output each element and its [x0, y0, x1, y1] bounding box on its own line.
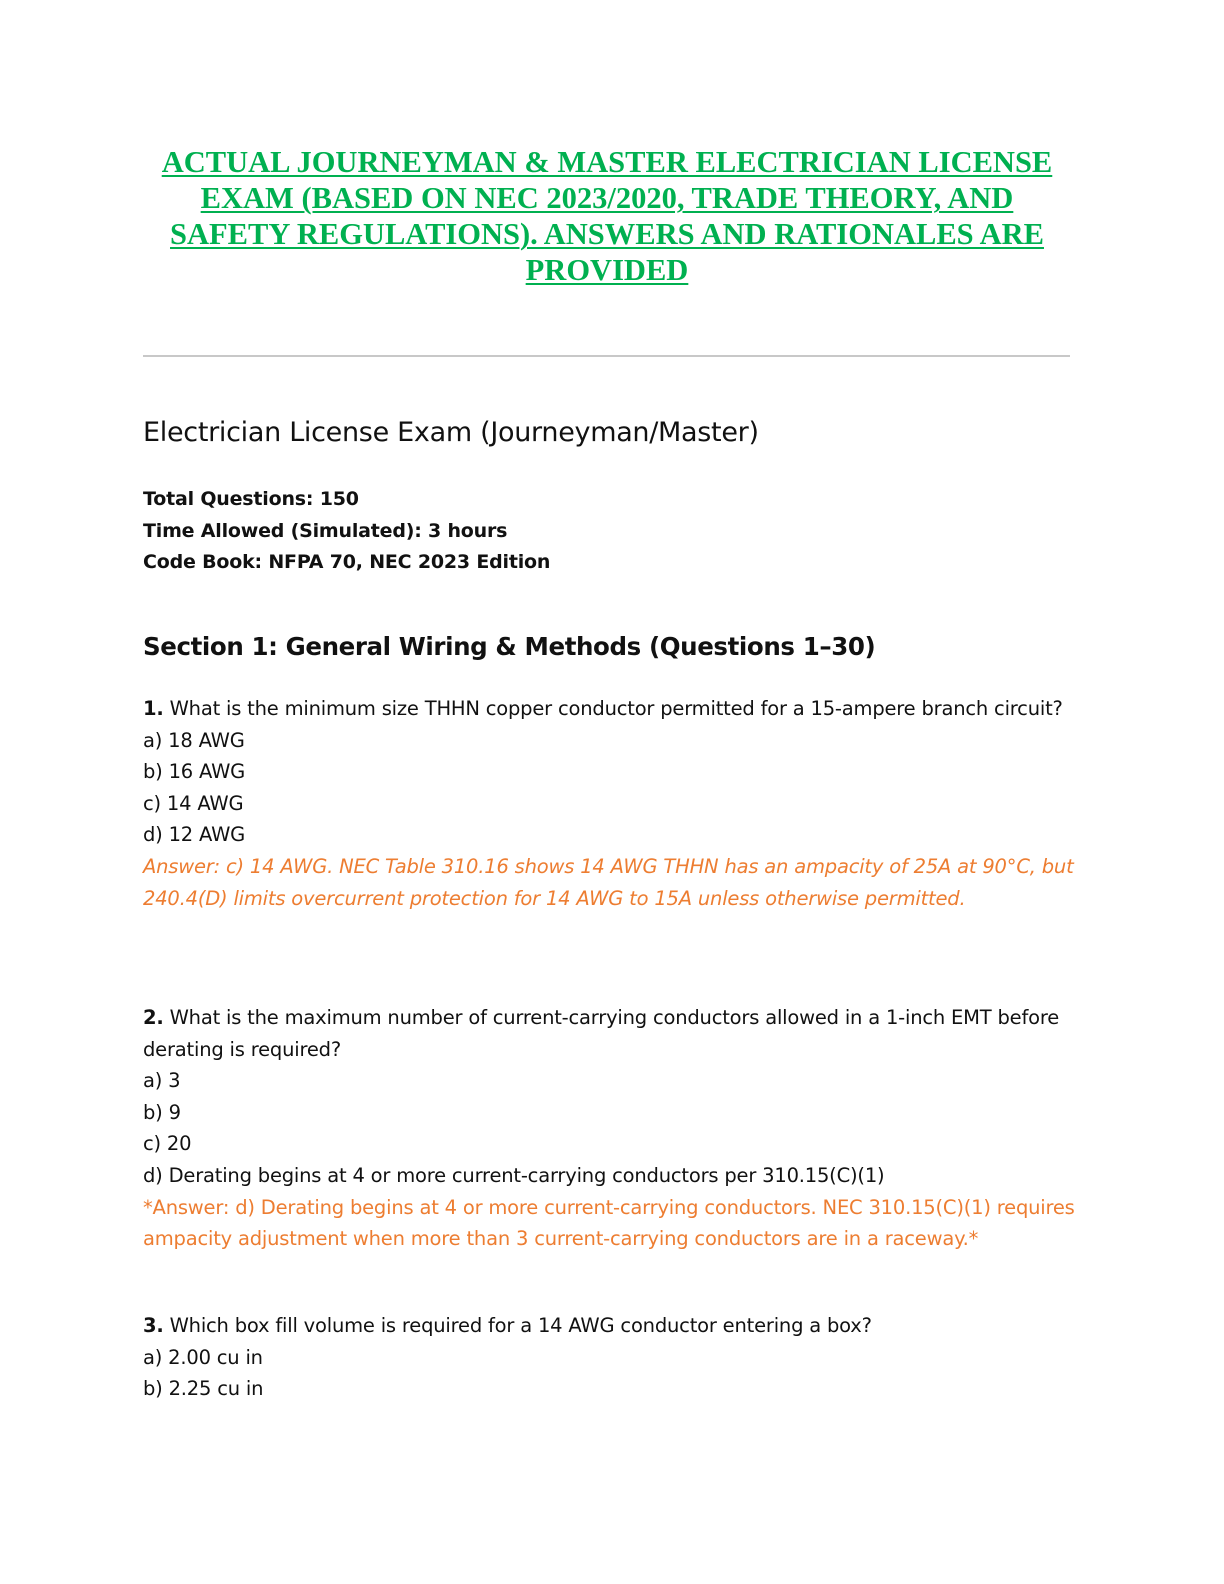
exam-meta: [143, 484, 550, 579]
option-c: c) 20: [143, 1132, 192, 1156]
question-text: What is the maximum number of current-carrying conductors allowed in a 1-inch EMT before derating is required?: [143, 1006, 1060, 1061]
question-3: [143, 1310, 1078, 1405]
option-a: a) 3: [143, 1069, 181, 1093]
option-b: b) 16 AWG: [143, 760, 246, 784]
horizontal-divider: [143, 355, 1070, 357]
code-book: Code Book: NFPA 70, NEC 2023 Edition: [143, 551, 551, 573]
question-number: 1.: [143, 697, 164, 720]
total-questions: Total Questions: 150: [143, 488, 359, 510]
option-c: c) 14 AWG: [143, 791, 244, 815]
option-b: b) 2.25 cu in: [143, 1377, 264, 1401]
option-d: d) Derating begins at 4 or more current-carrying conductors per 310.15(C)(1): [143, 1163, 885, 1187]
question-number: 2.: [143, 1006, 164, 1029]
question-2: [143, 1002, 1078, 1255]
option-b: b) 9: [143, 1100, 181, 1124]
option-a: a) 2.00 cu in: [143, 1345, 263, 1369]
question-2-stem: [143, 1002, 1078, 1065]
question-number: 3.: [143, 1314, 164, 1337]
answer-rationale: *Answer: d) Derating begins at 4 or more current-carrying conductors. NEC 310.15(C)(1) requires ampacity adjustment when more than 3 current-carrying conductors are in a raceway.*: [143, 1195, 1075, 1251]
answer-rationale: Answer: c) 14 AWG. NEC Table 310.16 shows 14 AWG THHN has an ampacity of 25A at 90°C, but 240.4(D) limits overcurrent protection for 14 AWG to 15A unless otherwise permitted.: [143, 854, 1074, 910]
document-title: ACTUAL JOURNEYMAN & MASTER ELECTRICIAN LICENSE EXAM (BASED ON NEC 2023/2020, TRADE THEORY, AND SAFETY REGULATIONS). ANSWERS AND RATIONALES ARE PROVIDED: [161, 145, 1053, 287]
question-text: Which box fill volume is required for a 14 AWG conductor entering a box?: [163, 1314, 872, 1337]
question-1: [143, 693, 1078, 914]
option-a: a) 18 AWG: [143, 728, 245, 752]
time-allowed: Time Allowed (Simulated): 3 hours: [143, 519, 508, 542]
question-3-stem: [143, 1310, 1078, 1342]
question-text: What is the minimum size THHN copper conductor permitted for a 15-ampere branch circuit?: [163, 697, 1063, 720]
question-1-stem: [143, 693, 1078, 725]
exam-heading: Electrician License Exam (Journeyman/Master): [143, 417, 759, 448]
section-heading: Section 1: General Wiring & Methods (Questions 1–30): [143, 632, 876, 661]
option-d: d) 12 AWG: [143, 823, 246, 847]
